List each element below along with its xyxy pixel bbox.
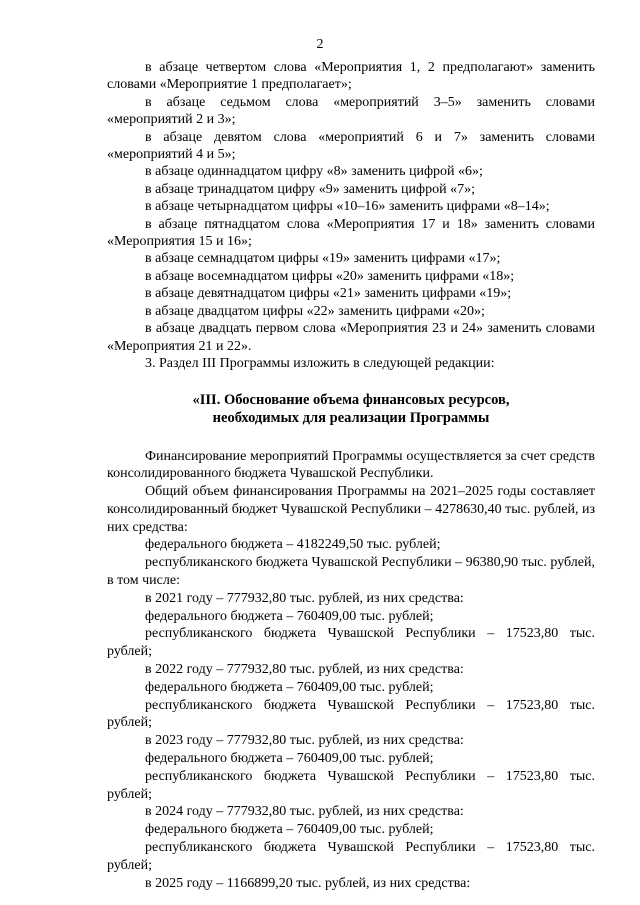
year-2023-total: в 2023 году – 777932,80 тыс. рублей, из них средства: (145, 733, 464, 749)
amendment-paragraph-9: в абзаце девятом слова «мероприятий 6 и 7» заменить словами «мероприятий 4 и 5»; (107, 129, 595, 163)
amendment-paragraph-13: в абзаце тринадцатом цифру «9» заменить цифрой «7»; (145, 181, 475, 197)
amendment-item-3: 3. Раздел III Программы изложить в следующей редакции: (145, 355, 495, 371)
amendment-paragraph-15: в абзаце пятнадцатом слова «Мероприятия 17 и 18» заменить словами «Мероприятия 15 и 16»; (107, 216, 595, 250)
year-2021-federal: федерального бюджета – 760409,00 тыс. рублей; (145, 608, 434, 624)
document-body (107, 59, 595, 892)
total-financing-paragraph: Общий объем финансирования Программы на 2021–2025 годы составляет консолидированный бюджет Чувашской Республики – 4278630,40 тыс. рублей, из них средства: (107, 484, 595, 535)
amendment-paragraph-18: в абзаце восемнадцатом цифры «20» заменить цифрами «18»; (145, 268, 515, 284)
amendment-paragraph-7: в абзаце седьмом слова «мероприятий 3–5» заменить словами «мероприятий 2 и 3»; (107, 94, 595, 128)
year-2024-federal: федерального бюджета – 760409,00 тыс. рублей; (145, 822, 434, 838)
federal-budget-total: федерального бюджета – 4182249,50 тыс. рублей; (145, 537, 441, 553)
amendment-paragraph-21: в абзаце двадцать первом слова «Мероприятия 23 и 24» заменить словами «Мероприятия 21 и 22». (107, 321, 595, 354)
year-2023-republic: республиканского бюджета Чувашской Республики – 17523,80 тыс. рублей; (107, 768, 595, 802)
year-2024-total: в 2024 году – 777932,80 тыс. рублей, из них средства: (145, 804, 464, 820)
financing-source-paragraph: Финансирование мероприятий Программы осуществляется за счет средств консолидированного бюджета Чувашской Республики. (107, 448, 595, 482)
year-2025-total: в 2025 году – 1166899,20 тыс. рублей, из них средства: (145, 875, 471, 891)
year-2024-republic: республиканского бюджета Чувашской Республики – 17523,80 тыс. рублей; (107, 840, 595, 873)
year-2022-total: в 2022 году – 777932,80 тыс. рублей, из них средства: (145, 662, 464, 678)
page-number: 2 (316, 37, 324, 52)
year-2021-republic: республиканского бюджета Чувашской Республики – 17523,80 тыс. рублей; (107, 626, 595, 660)
amendment-paragraph-4: в абзаце четвертом слова «Мероприятия 1, 2 предполагают» заменить словами «Мероприятие 1 предполагает»; (107, 60, 595, 93)
year-2022-federal: федерального бюджета – 760409,00 тыс. рублей; (145, 679, 434, 695)
amendment-paragraph-20: в абзаце двадцатом цифры «22» заменить цифрами «20»; (145, 303, 485, 319)
amendment-paragraph-17: в абзаце семнадцатом цифры «19» заменить цифрами «17»; (145, 251, 501, 267)
section-heading (107, 392, 595, 427)
amendment-paragraph-11: в абзаце одиннадцатом цифру «8» заменить цифрой «6»; (145, 164, 483, 180)
section-heading-line-1: «III. Обоснование объема финансовых ресурсов, (192, 392, 510, 409)
year-2022-republic: республиканского бюджета Чувашской Республики – 17523,80 тыс. рублей; (107, 697, 595, 731)
republic-budget-total: республиканского бюджета Чувашской Республики – 96380,90 тыс. рублей, в том числе: (107, 555, 595, 589)
year-2021-total: в 2021 году – 777932,80 тыс. рублей, из них средства: (145, 590, 464, 606)
section-heading-line-2: необходимых для реализации Программы (212, 409, 490, 426)
amendment-paragraph-19: в абзаце девятнадцатом цифры «21» заменить цифрами «19»; (145, 286, 512, 302)
year-2023-federal: федерального бюджета – 760409,00 тыс. рублей; (145, 751, 434, 767)
amendment-paragraph-14: в абзаце четырнадцатом цифры «10–16» заменить цифрами «8–14»; (145, 199, 550, 215)
